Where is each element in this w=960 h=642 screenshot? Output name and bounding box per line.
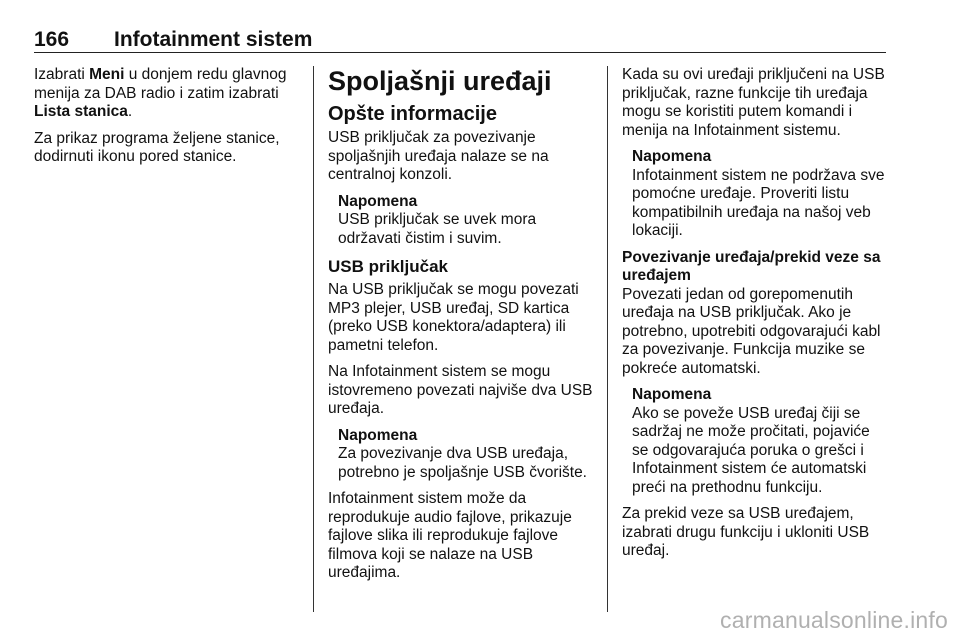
note-box [328,427,596,483]
text-run: Izabrati [34,66,90,83]
note-title: Napomena [632,386,712,403]
paragraph-usb-location: USB priključak za povezivanje spoljašnjih uređaja nalaze se na centralnoj konzoli. [328,129,549,183]
paragraph-device-functions: Kada su ovi uređaji priključeni na USB priključak, razne funkcije tih uređaja mogu se koristiti putem komandi i menija na Infotainment sistemu. [622,66,885,139]
running-title: Infotainment sistem [114,28,313,51]
paragraph-connect: Povezati jedan od gorepomenutih uređaja na USB priključak. Ako je potrebno, upotrebiti odgovarajući kabl za povezivanje. Funkcija muzike se pokreće automatski. [622,285,881,377]
note-title: Napomena [632,148,712,165]
note-title: Napomena [338,192,418,210]
note-text: Za povezivanje dva USB uređaja, potrebno je spoljašnje USB čvorište. [338,445,587,481]
note-title: Napomena [338,426,418,444]
column-3 [622,66,890,569]
column-2 [328,66,596,591]
station-list-keyword: Lista stanica [34,103,128,120]
note-box [622,386,890,497]
text-run: u donjem redu glavnog menija za DAB radio i zatim izabrati [34,66,287,102]
paragraph-playback: Infotainment sistem može da reprodukuje audio fajlove, prikazuje fajlove slika ili reprodukuje fajlove filmova koji se nalaze na USB uređajima. [328,490,572,581]
column-divider-1 [313,66,314,612]
paragraph-menu-instructions [34,66,300,122]
text-run: . [127,103,133,120]
note-box [622,148,890,241]
paragraph-two-devices: Na Infotainment sistem se mogu istovremeno povezati najviše dva USB uređaja. [328,363,593,417]
section-heading-external-devices: Spoljašnji uređaji [328,66,552,96]
subheading-usb-port: USB priključak [328,257,448,276]
watermark: carmanualsonline.info [720,607,948,633]
column-1 [34,66,300,175]
paragraph-usb-devices: Na USB priključak se mogu povezati MP3 plejer, USB uređaj, SD kartica (preko USB konektora/adaptera) ili pametni telefon. [328,281,579,354]
page-number: 166 [34,28,70,51]
page-header [34,26,886,53]
subheading-connect-disconnect: Povezivanje uređaja/prekid veze sa uređajem [622,248,881,284]
note-text: USB priključak se uvek mora održavati čistim i suvim. [338,211,537,247]
menu-keyword: Meni [89,66,125,83]
note-box [328,193,596,249]
paragraph-disconnect: Za prekid veze sa USB uređajem, izabrati drugu funkciju i ukloniti USB uređaj. [622,505,870,559]
note-text: Ako se poveže USB uređaj čiji se sadržaj ne može pročitati, pojaviće se odgovarajuća poruka o grešci i Infotainment sistem će automatski preći na prethodnu funkciju. [632,404,870,496]
paragraph-station-program: Za prikaz programa željene stanice, dodirnuti ikonu pored stanice. [34,129,280,165]
note-text: Infotainment sistem ne podržava sve pomoćne uređaje. Proveriti listu kompatibilnih uređaja na našoj veb lokaciji. [632,166,885,239]
subheading-general-info: Opšte informacije [328,103,497,125]
column-divider-2 [607,66,608,612]
